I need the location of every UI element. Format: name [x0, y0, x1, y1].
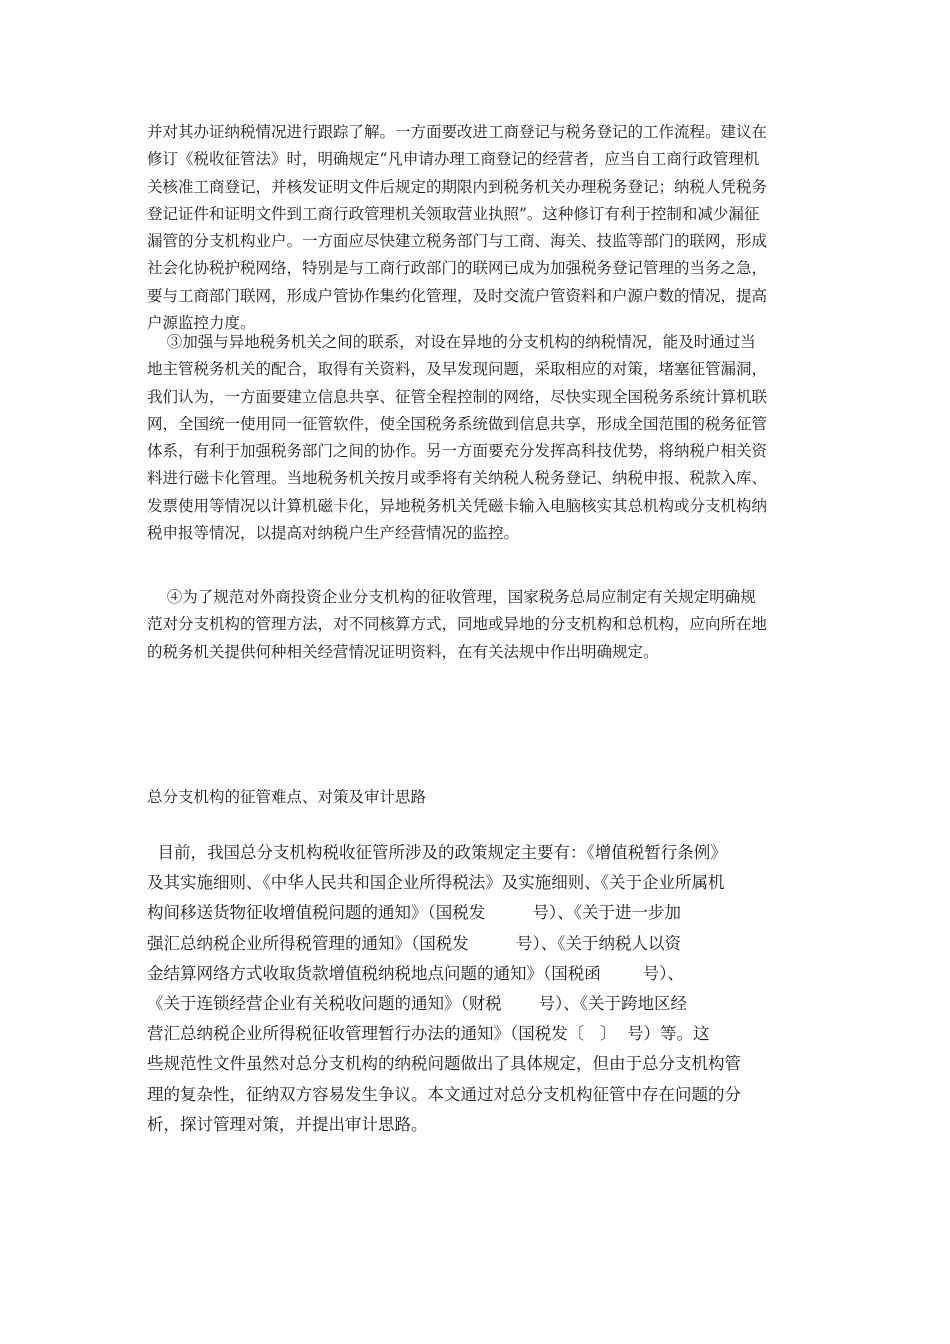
text-line: 关核准工商登记，并核发证明文件后规定的期限内到税务机关办理税务登记；纳税人凭税务 — [147, 177, 768, 196]
text-line: 要与工商部门联网，形成户管协作集约化管理，及时交流户管资料和户源户数的情况，提高 — [147, 286, 768, 305]
text-line: 构间移送货物征收增值税问题的通知》（国税发 号）、《关于进一步加 — [147, 903, 681, 923]
text-line: 理的复杂性，征纳双方容易发生争议。本文通过对总分支机构征管中存在问题的分 — [147, 1084, 741, 1104]
text-line: 目前，我国总分支机构税收征管所涉及的政策规定主要有：《增值税暂行条例》 — [147, 843, 727, 862]
text-line: 料进行磁卡化管理。当地税务机关按月或季将有关纳税人税务登记、纳税申报、税款入库、 — [147, 469, 768, 488]
paragraph-registration-process — [147, 119, 807, 337]
text-line: 的税务机关提供何种相关经营情况证明资料，在有关法规中作出明确规定。 — [147, 642, 659, 661]
text-line: 些规范性文件虽然对总分支机构的纳税问题做出了具体规定，但由于总分支机构管 — [147, 1054, 741, 1074]
text-line: 强汇总纳税企业所得税管理的通知》（国税发 号）、《关于纳税人以资 — [147, 933, 681, 953]
paragraph-remote-tax-cooperation — [147, 329, 807, 547]
text-line: 金结算网络方式收取货款增值税纳税地点问题的通知》（国税函 号）、 — [147, 963, 684, 983]
text-line: 及其实施细则、《中华人民共和国企业所得税法》及实施细则、《关于企业所属机 — [147, 873, 725, 893]
paragraph-policy-overview — [147, 838, 809, 1140]
text-line: 修订《税收征管法》时，明确规定“凡申请办理工商登记的经营者，应当自工商行政管理机 — [147, 150, 760, 169]
text-line: 漏管的分支机构业户。一方面应尽快建立税务部门与工商、海关、技监等部门的联网，形成 — [147, 232, 768, 251]
text-line: 网，全国统一使用同一征管软件，使全国税务系统做到信息共享，形成全国范围的税务征管 — [147, 414, 768, 433]
text-line: 范对分支机构的管理方法，对不同核算方式，同地或异地的分支机构和总机构，应向所在地 — [147, 615, 768, 634]
text-line: 《关于连锁经营企业有关税收问题的通知》（财税 号）、《关于跨地区经 — [147, 993, 687, 1013]
text-line: 营汇总纳税企业所得税征收管理暂行办法的通知》（国税发〔 〕 号）等。这 — [147, 1024, 710, 1044]
text-line: 析，探讨管理对策，并提出审计思路。 — [147, 1114, 428, 1134]
text-line: ③加强与异地税务机关之间的联系，对设在异地的分支机构的纳税情况，能及时通过当 — [147, 333, 756, 351]
text-line: ④为了规范对外商投资企业分支机构的征收管理，国家税务总局应制定有关规定明确规 — [147, 588, 756, 606]
text-line: 税申报等情况，以提高对纳税户生产经营情况的监控。 — [147, 524, 520, 543]
text-line: 我们认为，一方面要建立信息共享、征管全程控制的网络，尽快实现全国税务系统计算机联 — [147, 387, 768, 406]
text-line: 户源监控力度。 — [147, 314, 256, 333]
text-line: 发票使用等情况以计算机磁卡化，异地税务机关凭磁卡输入电脑核实其总机构或分支机构纳 — [147, 496, 768, 515]
paragraph-foreign-branch-regulation — [147, 584, 807, 666]
text-line: 社会化协税护税网络，特别是与工商行政部门的联网已成为加强税务登记管理的当务之急， — [147, 259, 768, 278]
section-heading: 总分支机构的征管难点、对策及审计思路 — [147, 788, 427, 806]
text-line: 体系，有利于加强税务部门之间的协作。另一方面要充分发挥高科技优势，将纳税户相关资 — [147, 442, 768, 461]
text-line: 地主管税务机关的配合，取得有关资料，及早发现问题，采取相应的对策，堵塞征管漏洞， — [147, 360, 768, 379]
text-line: 登记证件和证明文件到工商行政管理机关领取营业执照”。这种修订有利于控制和减少漏征 — [147, 204, 760, 223]
text-line: 并对其办证纳税情况进行跟踪了解。一方面要改进工商登记与税务登记的工作流程。建议在 — [147, 123, 768, 141]
